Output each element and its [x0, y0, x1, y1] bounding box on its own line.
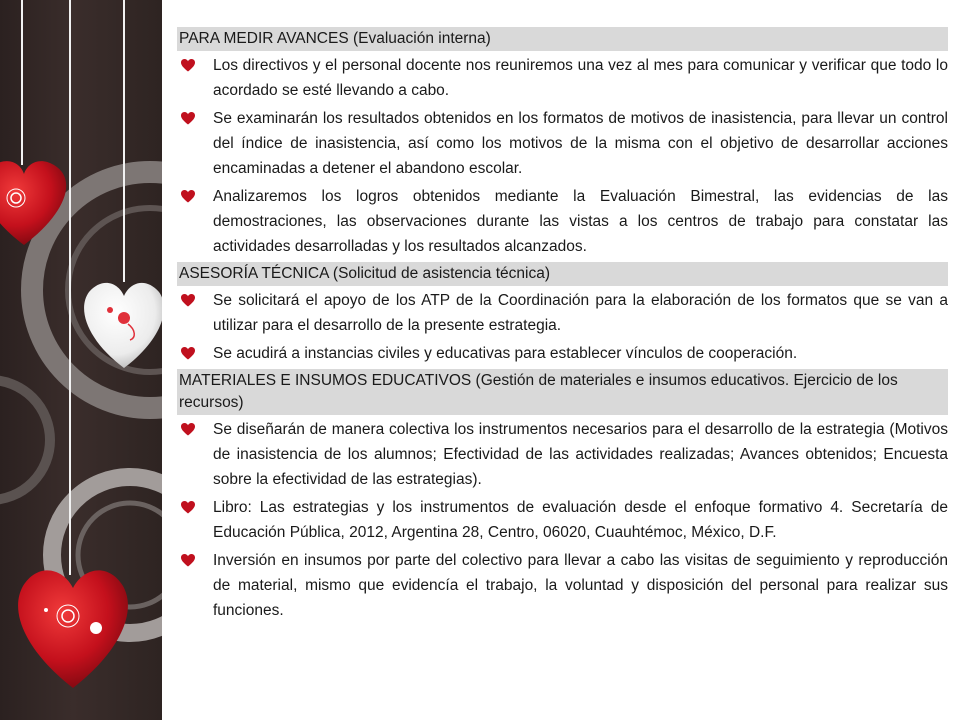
section-heading: MATERIALES E INSUMOS EDUCATIVOS (Gestión de materiales e insumos educativos. Ejercicio de los recursos) — [177, 369, 948, 415]
hearts-illustration — [0, 0, 162, 720]
bullet-list — [177, 288, 948, 366]
list-item — [177, 548, 948, 623]
list-item-text: Se solicitará el apoyo de los ATP de la Coordinación para la elaboración de los formatos que se van a utilizar para el desarrollo de la presente estrategia. — [213, 292, 948, 334]
heart-bullet-icon — [181, 190, 195, 203]
list-item — [177, 106, 948, 181]
section-heading: ASESORÍA TÉCNICA (Solicitud de asistencia técnica) — [177, 262, 948, 286]
bullet-list — [177, 417, 948, 623]
heart-icon — [18, 570, 128, 688]
heart-bullet-icon — [181, 423, 195, 436]
list-item-text: Libro: Las estrategias y los instrumentos de evaluación desde el enfoque formativo 4. Secretaría de Educación Pública, 2012, Argentina 28, Centro, 06020, Cuauhtémoc, México, D.F. — [213, 499, 948, 541]
document-content — [177, 27, 948, 626]
heart-bullet-icon — [181, 294, 195, 307]
list-item — [177, 288, 948, 338]
section-heading: PARA MEDIR AVANCES (Evaluación interna) — [177, 27, 948, 51]
list-item — [177, 495, 948, 545]
list-item-text: Inversión en insumos por parte del colectivo para llevar a cabo las visitas de seguimiento y reproducción de material, mismo que evidencía el trabajo, la voluntad y disposición del personal para realizar sus funciones. — [213, 552, 948, 619]
heart-bullet-icon — [181, 112, 195, 125]
list-item — [177, 341, 948, 366]
heart-bullet-icon — [181, 501, 195, 514]
bullet-list — [177, 53, 948, 259]
section-asesoria — [177, 262, 948, 366]
heart-bullet-icon — [181, 59, 195, 72]
list-item-text: Se diseñarán de manera colectiva los instrumentos necesarios para el desarrollo de la estrategia (Motivos de inasistencia de los alumnos; Efectividad de las actividades realizadas; Avances obtenidos; Encuesta sobre la efectividad de las estrategias). — [213, 421, 948, 488]
list-item-text: Analizaremos los logros obtenidos mediante la Evaluación Bimestral, las evidencias de las demostraciones, las observaciones durante las vistas a los centros de trabajo para constatar las actividades desarrolladas y los resultados alcanzados. — [213, 188, 948, 255]
section-evaluacion — [177, 27, 948, 259]
list-item-text: Se acudirá a instancias civiles y educativas para establecer vínculos de cooperación. — [213, 345, 798, 362]
list-item-text: Los directivos y el personal docente nos reuniremos una vez al mes para comunicar y verificar que todo lo acordado se esté llevando a cabo. — [213, 57, 948, 99]
list-item — [177, 53, 948, 103]
list-item — [177, 184, 948, 259]
list-item-text: Se examinarán los resultados obtenidos en los formatos de motivos de inasistencia, para llevar un control del índice de inasistencia, así como los motivos de la misma con el objetivo de desarrollar acciones encaminadas a detener el abandono escolar. — [213, 110, 948, 177]
decorative-side-panel — [0, 0, 162, 720]
heart-bullet-icon — [181, 554, 195, 567]
section-materiales — [177, 369, 948, 623]
list-item — [177, 417, 948, 492]
heart-bullet-icon — [181, 347, 195, 360]
